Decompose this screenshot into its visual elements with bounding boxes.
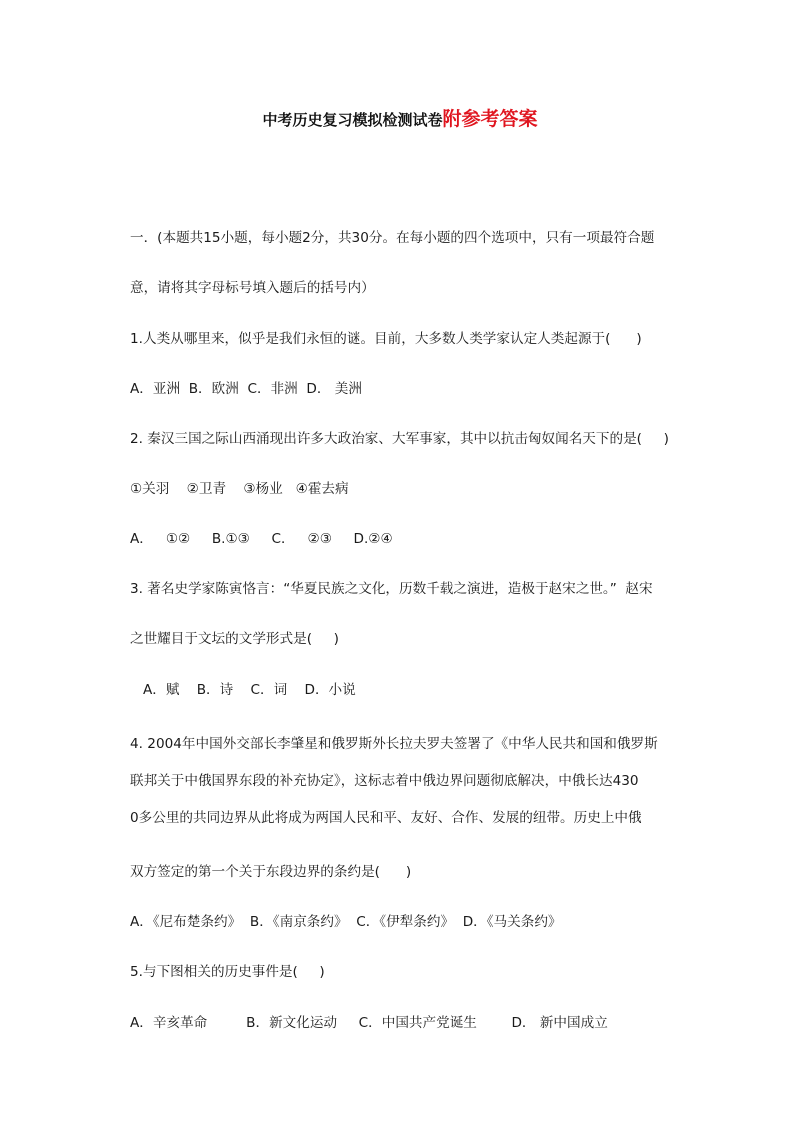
- question-2-stem: 2. 秦汉三国之际山西涌现出许多大政治家、大军事家，其中以抗击匈奴闻名天下的是( ): [130, 431, 669, 447]
- section-instructions-line2: 意，请将其字母标号填入题后的括号内）: [130, 280, 375, 296]
- title-answer-highlight: 附参考答案: [442, 108, 538, 130]
- question-4-stem-line2: 联邦关于中俄国界东段的补充协定》，这标志着中俄边界问题彻底解决，中俄长达430: [130, 773, 639, 789]
- question-1-options: A．亚洲 B．欧洲 C．非洲 D． 美洲: [130, 381, 362, 397]
- question-3-stem-line1: 3. 著名史学家陈寅恪言：“华夏民族之文化，历数千载之演进，造极于赵宋之世。” 赵宋: [130, 581, 653, 597]
- question-2-options: A． ①② B.①③ C． ②③ D.②④: [130, 531, 393, 547]
- section-instructions-line1: 一．(本题共15小题，每小题2分，共30分。在每小题的四个选项中，只有一项最符合题: [130, 230, 655, 246]
- title-main-text: 中考历史复习模拟检测试卷: [262, 111, 443, 129]
- question-5-stem: 5.与下图相关的历史事件是( ): [130, 964, 325, 980]
- question-5-options: A．辛亥革命 B．新文化运动 C．中国共产党诞生 D． 新中国成立: [130, 1015, 608, 1031]
- document-title: [0, 104, 800, 131]
- question-4-stem-line4: 双方签定的第一个关于东段边界的条约是( ): [130, 864, 412, 880]
- question-4-options: A．《尼布楚条约》 B．《南京条约》 C．《伊犁条约》 D．《马关条约》: [130, 914, 562, 930]
- question-4-stem-line1: 4. 2004年中国外交部长李肇星和俄罗斯外长拉夫罗夫签署了《中华人民共和国和俄罗斯: [130, 736, 658, 752]
- question-3-stem-line2: 之世耀目于文坛的文学形式是( ): [130, 631, 339, 647]
- question-4-stem-line3: 0多公里的共同边界从此将成为两国人民和平、友好、合作、发展的纽带。历史上中俄: [130, 810, 642, 826]
- question-1-stem: 1.人类从哪里来，似乎是我们永恒的谜。目前，大多数人类学家认定人类起源于( ): [130, 331, 642, 347]
- question-2-items: ①关羽 ②卫青 ③杨业 ④霍去病: [130, 481, 349, 497]
- question-3-options: A．赋 B．诗 C．词 D．小说: [130, 682, 356, 698]
